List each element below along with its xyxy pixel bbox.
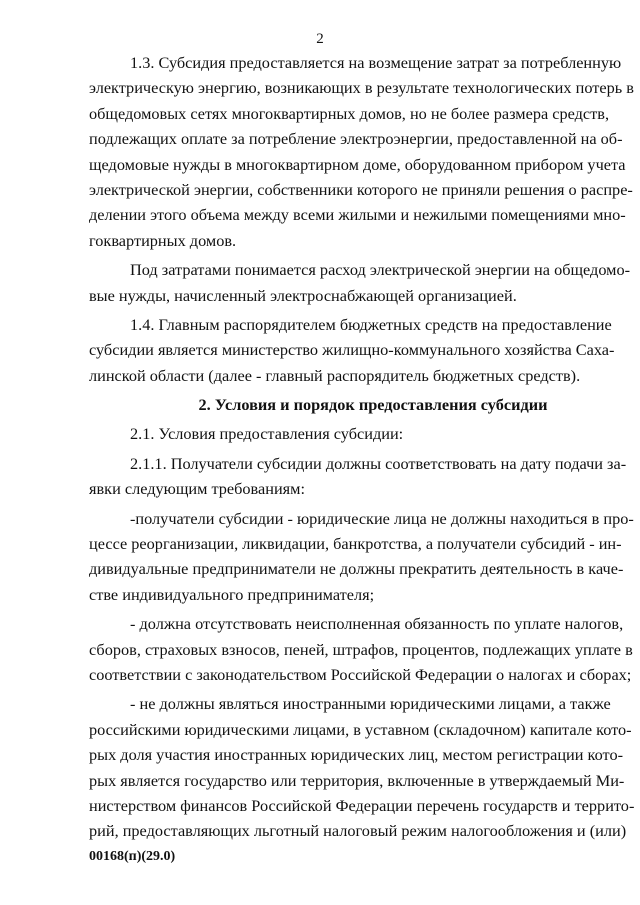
paragraph-line: сборов, страховых взносов, пеней, штрафов, процентов, подлежащих уплате в	[89, 639, 633, 659]
section-heading: 2. Условия и порядок предоставления субсидии	[198, 395, 548, 415]
paragraph-line: 1.4. Главным распорядителем бюджетных средств на предоставление	[130, 314, 612, 334]
document-body	[89, 50, 635, 844]
paragraph-line: гоквартирных домов.	[89, 230, 237, 250]
paragraph-line: 1.3. Субсидия предоставляется на возмещение затрат за потребленную	[130, 53, 622, 72]
paragraph-line: рий, предоставляющих льготный налоговый режим налогообложения и (или)	[89, 821, 627, 841]
paragraph-line: линской области (далее - главный распорядитель бюджетных средств).	[89, 365, 581, 385]
paragraph-line: - не должны являться иностранными юридическими лицами, а также	[130, 694, 611, 714]
paragraph-line: вые нужды, начисленный электроснабжающей организацией.	[89, 285, 517, 305]
paragraph-line: явки следующим требованиям:	[89, 479, 305, 499]
paragraph-line: щедомовые нужды в многоквартирном доме, оборудованном прибором учета	[89, 154, 626, 174]
paragraph-line: цессе реорганизации, ликвидации, банкротства, а получатели субсидий - ин-	[89, 534, 622, 554]
document-code: 00168(п)(29.0)	[89, 849, 176, 864]
paragraph-line: рых доля участия иностранных юридических лиц, местом регистрации кото-	[89, 745, 624, 765]
paragraph-line: - должна отсутствовать неисполненная обязанность по уплате налогов,	[130, 614, 624, 634]
paragraph-line: электрическую энергию, возникающих в результате технологических потерь в	[89, 78, 634, 98]
paragraph-line: 2.1. Условия предоставления субсидии:	[130, 424, 404, 444]
paragraph-line: общедомовых сетях многоквартирных домов, но не более размера средств,	[89, 103, 610, 123]
paragraph-line: дивидуальные предприниматели не должны прекратить деятельность в каче-	[89, 559, 624, 579]
paragraph-line: электрической энергии, собственники которого не приняли решения о распре-	[89, 179, 633, 199]
page-number: 2	[316, 31, 324, 47]
paragraph-line: подлежащих оплате за потребление электроэнергии, предоставленной на об-	[89, 129, 623, 149]
paragraph-line: 2.1.1. Получатели субсидии должны соответствовать на дату подачи за-	[130, 453, 627, 473]
paragraph-line: -получатели субсидии - юридические лица не должны находиться в про-	[130, 508, 634, 528]
paragraph-line: соответствии с законодательством Российской Федерации о налогах и сборах;	[89, 664, 632, 684]
paragraph-line: стве индивидуального предпринимателя;	[89, 584, 375, 604]
paragraph-line: делении этого объема между всеми жилыми и нежилыми помещениями мно-	[89, 205, 626, 225]
paragraph-line: субсидии является министерство жилищно-коммунального хозяйства Саха-	[89, 340, 615, 360]
paragraph-line: рых является государство или территория, включенные в утверждаемый Ми-	[89, 770, 625, 790]
paragraph-line: нистерством финансов Российской Федерации перечень государств и террито-	[89, 795, 635, 815]
paragraph-line: российскими юридическими лицами, в уставном (складочном) капитале кото-	[89, 719, 632, 739]
paragraph-line: Под затратами понимается расход электрической энергии на общедомо-	[130, 260, 631, 280]
